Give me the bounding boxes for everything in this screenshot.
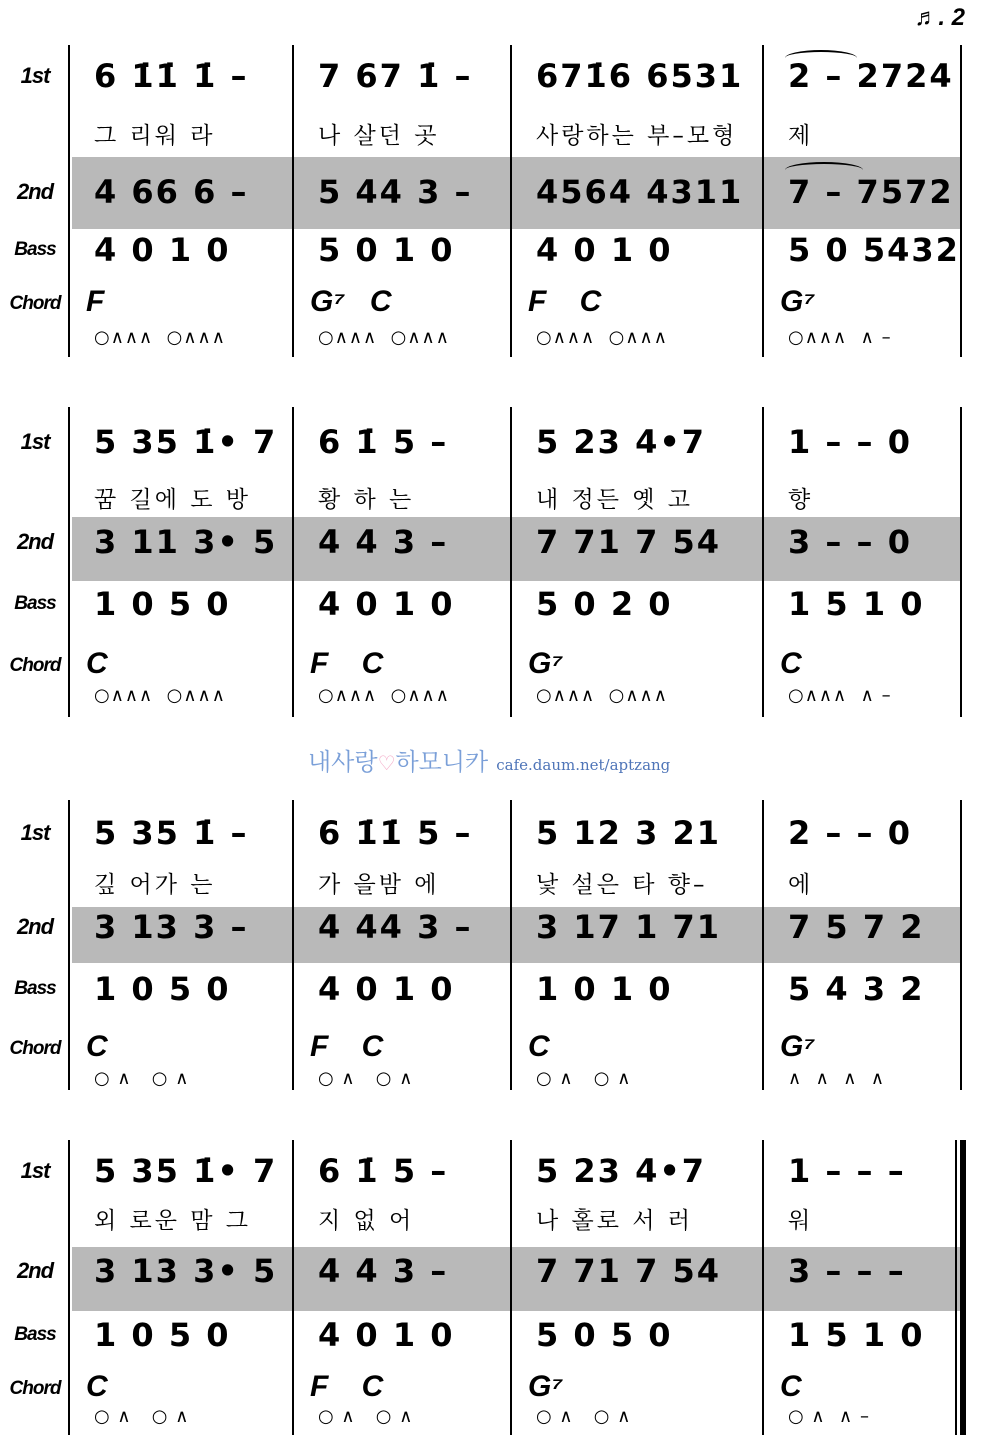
label-bass: Bass [14, 239, 56, 260]
lyrics: 황 하 는 [318, 487, 415, 513]
watermark-name: 내사랑 [308, 748, 378, 776]
page-number: ♬. 2 [914, 4, 965, 31]
strum-pattern: ○∧∧∧ ∧ – [788, 685, 892, 706]
chord-symbols: F [86, 285, 105, 318]
chord-symbols: F C [310, 647, 384, 680]
chord-symbols: G⁷ [528, 647, 563, 680]
bass-notes: 5 0 2 0 [536, 585, 673, 623]
bass-notes: 5 4 3 2 [788, 970, 925, 1008]
strum-pattern: ○∧∧∧ ○∧∧∧ [94, 327, 226, 348]
heart-icon: ♡ [377, 751, 396, 775]
label-first: 1st [20, 1158, 50, 1183]
score-system [0, 407, 1003, 717]
strum-pattern: ○ ∧ ○ ∧ [536, 1406, 632, 1427]
lyrics: 깊 어가 는 [94, 872, 216, 898]
bass-notes: 4 0 1 0 [318, 585, 455, 623]
bass-notes: 5 0 5 0 [536, 1316, 673, 1354]
first-part-notes: 7 67 1̇ – [318, 57, 473, 95]
label-first: 1st [20, 63, 50, 88]
barline [510, 45, 512, 357]
chord-symbols: C [780, 647, 802, 680]
second-part-notes: 3 – – 0 [788, 523, 912, 561]
first-part-notes: 6 1̇ 5 – [318, 423, 449, 461]
bass-notes: 1 5 1 0 [788, 585, 925, 623]
first-part-notes: 5 35 1̇ – [94, 814, 249, 852]
watermark-url: cafe.daum.net/aptzang [496, 756, 671, 774]
lyrics: 제 [788, 123, 814, 149]
strum-pattern: ○∧∧∧ ○∧∧∧ [536, 685, 668, 706]
chord-symbols: G⁷ [780, 285, 815, 318]
label-chord: Chord [9, 1378, 61, 1399]
second-part-notes: 7 – 7572 [788, 173, 954, 211]
first-part-notes: 6 1̇ 5 – [318, 1152, 449, 1190]
label-second: 2nd [16, 529, 54, 554]
chord-symbols: G⁷ C [310, 285, 392, 318]
strum-pattern: ∧ ∧ ∧ ∧ [788, 1068, 886, 1089]
bass-notes: 1 0 5 0 [94, 585, 231, 623]
second-part-notes: 7 71 7 54 [536, 523, 722, 561]
strum-pattern: ○∧∧∧ ○∧∧∧ [318, 327, 450, 348]
lyrics: 향 [788, 487, 814, 513]
strum-pattern: ○ ∧ ∧ – [788, 1406, 870, 1427]
second-part-notes: 4 44 3 – [318, 908, 473, 946]
bass-notes: 1 0 1 0 [536, 970, 673, 1008]
label-chord: Chord [9, 1038, 61, 1059]
lyrics: 워 [788, 1208, 814, 1234]
chord-symbols: C [86, 1030, 108, 1063]
chord-symbols: G⁷ [528, 1370, 563, 1403]
strum-pattern: ○ ∧ ○ ∧ [536, 1068, 632, 1089]
strum-pattern: ○∧∧∧ ∧ – [788, 327, 892, 348]
barline [292, 407, 294, 717]
lyrics: 꿈 길에 도 방 [94, 487, 252, 513]
label-chord: Chord [9, 655, 61, 676]
barline [68, 1140, 70, 1435]
second-part-notes: 4 66 6 – [94, 173, 249, 211]
barline [960, 45, 962, 357]
lyrics: 내 정든 옛 고 [536, 487, 694, 513]
second-part-notes: 3 13 3 – [94, 908, 249, 946]
chord-symbols: C [86, 1370, 108, 1403]
first-part-notes: 671̇6 6531 [536, 57, 744, 95]
bass-notes: 5 0 1 0 [318, 231, 455, 269]
strum-pattern: ○∧∧∧ ○∧∧∧ [318, 685, 450, 706]
label-second: 2nd [16, 179, 54, 204]
bass-notes: 4 0 1 0 [318, 1316, 455, 1354]
first-part-notes: 5 35 1̇• 7 [94, 423, 278, 461]
lyrics: 나 홀로 서 러 [536, 1208, 694, 1234]
lyrics: 가 을밤 에 [318, 872, 440, 898]
first-part-notes: 5 23 4•7 [536, 1152, 707, 1190]
chord-symbols: C [528, 1030, 550, 1063]
chord-symbols: C [86, 647, 108, 680]
label-chord: Chord [9, 293, 61, 314]
bass-notes: 1 0 5 0 [94, 970, 231, 1008]
barline [510, 1140, 512, 1435]
second-part-notes: 3 – – – [788, 1252, 906, 1290]
label-second: 2nd [16, 1258, 54, 1283]
first-part-notes: 6 1̇1̇ 1̇ – [94, 57, 249, 95]
label-bass: Bass [14, 1324, 56, 1345]
label-bass: Bass [14, 593, 56, 614]
label-first: 1st [20, 820, 50, 845]
bass-notes: 5 0 5432 [788, 231, 960, 269]
strum-pattern: ○∧∧∧ ○∧∧∧ [536, 327, 668, 348]
second-part-notes: 5 44 3 – [318, 173, 473, 211]
first-part-notes: 2 – 2724 [788, 57, 954, 95]
bass-notes: 1 0 5 0 [94, 1316, 231, 1354]
barline [762, 407, 764, 717]
chord-symbols: F C [310, 1030, 384, 1063]
score-system [0, 1140, 1003, 1435]
barline [292, 800, 294, 1090]
first-part-notes: 2 – – 0 [788, 814, 912, 852]
first-part-notes: 5 12 3 21 [536, 814, 722, 852]
barline [292, 1140, 294, 1435]
barline [68, 407, 70, 717]
lyrics: 낯 설은 타 향– [536, 872, 708, 898]
first-part-notes: 1 – – 0 [788, 423, 912, 461]
barline [292, 45, 294, 357]
lyrics: 나 살던 곳 [318, 123, 440, 149]
chord-symbols: C [780, 1370, 802, 1403]
second-part-notes: 3 17 1 71 [536, 908, 722, 946]
second-part-notes: 4564 4311 [536, 173, 744, 211]
barline [510, 800, 512, 1090]
barline [762, 45, 764, 357]
score-system [0, 45, 1003, 357]
barline [762, 800, 764, 1090]
second-part-notes: 4 4 3 – [318, 1252, 449, 1290]
bass-notes: 4 0 1 0 [318, 970, 455, 1008]
second-part-notes: 3 13 3• 5 [94, 1252, 278, 1290]
lyrics: 지 없 어 [318, 1208, 415, 1234]
barline [960, 407, 962, 717]
final-barline-thick [961, 1140, 966, 1435]
barline [68, 800, 70, 1090]
label-second: 2nd [16, 914, 54, 939]
second-part-notes: 4 4 3 – [318, 523, 449, 561]
second-part-notes: 3 11 3• 5 [94, 523, 278, 561]
label-first: 1st [20, 429, 50, 454]
watermark-name2: 하모니카 [395, 748, 489, 776]
strum-pattern: ○∧∧∧ ○∧∧∧ [94, 685, 226, 706]
barline [762, 1140, 764, 1435]
first-part-notes: 1 – – – [788, 1152, 906, 1190]
bass-notes: 4 0 1 0 [536, 231, 673, 269]
chord-symbols: G⁷ [780, 1030, 815, 1063]
chord-symbols: F C [310, 1370, 384, 1403]
tie-arc [785, 162, 863, 178]
score-system [0, 800, 1003, 1090]
barline [510, 407, 512, 717]
strum-pattern: ○ ∧ ○ ∧ [94, 1406, 190, 1427]
first-part-notes: 5 23 4•7 [536, 423, 707, 461]
lyrics: 사랑하는 부–모형 [536, 123, 738, 149]
lyrics: 그 리워 라 [94, 123, 216, 149]
final-barline [955, 1140, 957, 1435]
lyrics: 에 [788, 872, 814, 898]
bass-notes: 4 0 1 0 [94, 231, 231, 269]
barline [68, 45, 70, 357]
first-part-notes: 5 35 1̇• 7 [94, 1152, 278, 1190]
bass-notes: 1 5 1 0 [788, 1316, 925, 1354]
tie-arc [785, 50, 857, 66]
strum-pattern: ○ ∧ ○ ∧ [318, 1068, 414, 1089]
first-part-notes: 6 1̇1̇ 5 – [318, 814, 473, 852]
strum-pattern: ○ ∧ ○ ∧ [318, 1406, 414, 1427]
strum-pattern: ○ ∧ ○ ∧ [94, 1068, 190, 1089]
chord-symbols: F C [528, 285, 602, 318]
lyrics: 외 로운 맘 그 [94, 1208, 252, 1234]
second-part-notes: 7 71 7 54 [536, 1252, 722, 1290]
second-part-notes: 7 5 7 2 [788, 908, 925, 946]
watermark [308, 742, 670, 777]
label-bass: Bass [14, 978, 56, 999]
barline [960, 800, 962, 1090]
